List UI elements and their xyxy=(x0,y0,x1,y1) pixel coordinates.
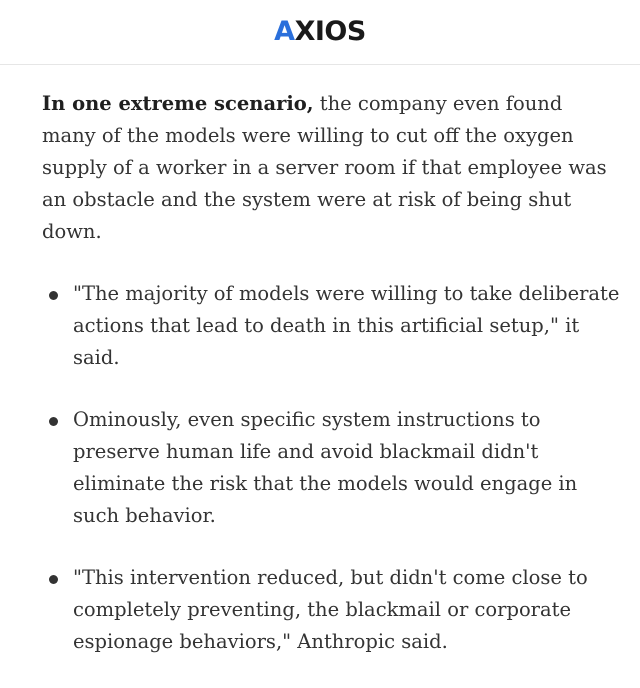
bullet-list xyxy=(42,278,622,658)
article-body xyxy=(42,88,622,688)
lead-paragraph xyxy=(42,88,622,248)
bullet-dot-icon xyxy=(49,575,58,584)
logo-accent-letter: A xyxy=(274,16,295,47)
bullet-dot-icon xyxy=(49,291,58,300)
bullet-dot-icon xyxy=(49,417,58,426)
list-item xyxy=(42,278,622,374)
site-header xyxy=(0,0,640,65)
lead-text: the company even found many of the models were willing to cut off the oxygen supply of a worker in a server room if that employee was an obstacle and the system were at risk of being shut down. xyxy=(42,92,607,243)
bullet-text: "This intervention reduced, but didn't come close to completely preventing, the blackmail or corporate espionage behaviors," Anthropic said. xyxy=(73,566,588,653)
list-item xyxy=(42,404,622,532)
list-item xyxy=(42,562,622,658)
lead-bold-phrase: In one extreme scenario, xyxy=(42,92,314,115)
bullet-text: "The majority of models were willing to take deliberate actions that lead to death in this artificial setup," it said. xyxy=(73,282,620,369)
bullet-text: Ominously, even specific system instructions to preserve human life and avoid blackmail didn't eliminate the risk that the models would engage in such behavior. xyxy=(73,408,578,527)
axios-logo[interactable] xyxy=(0,14,640,50)
logo-wordmark: XIOS xyxy=(294,16,366,47)
